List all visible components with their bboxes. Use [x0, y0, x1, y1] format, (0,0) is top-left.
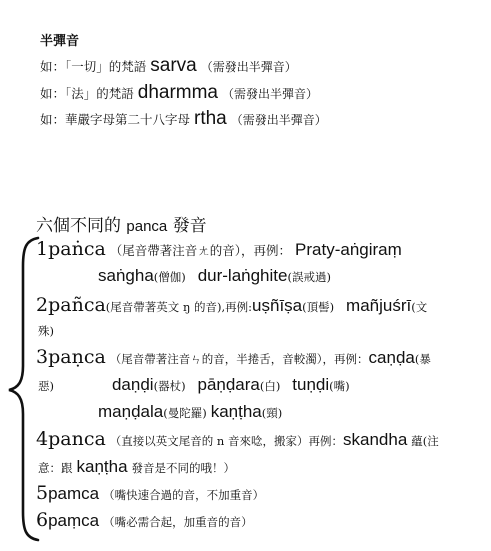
row-example: mañjuśrī [346, 296, 412, 315]
example-prefix: 如：「一切」的梵語 [40, 59, 147, 74]
example-line [40, 55, 297, 77]
pronunciation-row-3-cont2 [98, 402, 282, 422]
row-term: pañca [48, 294, 106, 316]
row-desc: （嘴必需合起，加重音的音） [103, 515, 253, 529]
pronunciation-row-6 [36, 509, 253, 531]
row-term: paṅca [48, 238, 106, 260]
row-gloss: (僧伽) [153, 270, 186, 284]
pronunciation-row-2 [36, 294, 427, 316]
pronunciation-row-1-cont [98, 266, 331, 286]
row-example: daṇḍi [111, 375, 154, 394]
row-example: pāṇḍara [197, 375, 260, 394]
row-desc: （尾音帶著注音ㄤ的音），再例： [109, 243, 292, 258]
row-number: 1 [36, 238, 49, 260]
pronunciation-row-4-cont [38, 457, 235, 477]
row-number: 2 [36, 294, 49, 316]
row-note-post: 發音是不同的哦！） [131, 461, 236, 475]
example-line [40, 108, 327, 130]
left-brace-icon [6, 236, 40, 542]
row-term: paṃca [48, 511, 100, 530]
row-desc: (尾音帶著英文 ŋ 的音),再例: [105, 300, 253, 314]
row-gloss: 殊) [38, 324, 54, 338]
example-line [40, 82, 318, 104]
example-term: dharmma [137, 82, 218, 103]
row-example: dur-laṅghite [197, 266, 288, 285]
row-gloss: (文 [411, 300, 428, 314]
pronunciation-row-2-cont [38, 323, 54, 339]
pronunciation-row-4 [36, 428, 439, 450]
row-desc: （直接以英文尾音的 n 音來唸，搬家）再例： [109, 434, 343, 448]
row-term: panca [48, 428, 106, 450]
heading-latin: panca [126, 218, 168, 235]
row-gloss: (曼陀羅) [163, 406, 207, 420]
row-example: saṅgha [98, 266, 154, 285]
example-note: （需發出半彈音） [230, 113, 327, 127]
row-example: kaṇṭha [210, 402, 262, 421]
row-number: 6 [36, 509, 49, 531]
row-example: maṇḍala [98, 402, 164, 421]
pronunciation-row-3 [36, 346, 431, 368]
example-prefix: 如：華嚴字母第二十八字母 [40, 112, 191, 127]
heading-pre: 六個不同的 [36, 216, 121, 236]
row-gloss: (頂髻) [302, 300, 335, 314]
row-number: 5 [36, 482, 49, 504]
row-example: Praty-aṅgiraṃ [295, 240, 402, 259]
row-term: pamca [48, 484, 100, 503]
row-gloss: (頸) [261, 406, 283, 420]
row-gloss: (白) [259, 379, 281, 393]
row-example: tuṇḍi [292, 375, 330, 394]
example-term: rtha [194, 108, 227, 129]
row-gloss: (嘴) [329, 379, 350, 393]
pronunciation-row-5 [36, 482, 264, 504]
example-term: sarva [150, 55, 197, 76]
heading-post: 發音 [172, 216, 207, 236]
row-number: 3 [36, 346, 49, 368]
row-gloss: 惡) [38, 379, 54, 393]
row-gloss: (器杖) [153, 379, 186, 393]
row-gloss: (誤戒過) [287, 270, 331, 284]
row-gloss: (暴 [414, 352, 431, 366]
example-prefix: 如：「法」的梵語 [40, 86, 134, 101]
section-title: 半彈音 [40, 34, 80, 49]
row-example: skandha [343, 430, 408, 449]
example-note: （需發出半彈音） [200, 60, 297, 74]
pronunciation-row-1 [36, 238, 402, 260]
pronunciation-row-3-cont [38, 375, 350, 395]
row-desc: （尾音帶著注音ㄣ的音，半捲舌，音較濁），再例： [109, 352, 369, 366]
example-note: （需發出半彈音） [221, 87, 318, 101]
row-note-pre: 意：跟 [38, 461, 73, 475]
row-note-term: kaṇṭha [76, 457, 128, 476]
row-gloss: 蘊(注 [411, 434, 439, 448]
row-term: paṇca [48, 346, 106, 368]
row-number: 4 [36, 428, 49, 450]
row-example: uṣñīṣa [252, 296, 303, 315]
row-example: caṇḍa [368, 348, 415, 367]
row-desc: （嘴快速合過的音，不加重音） [103, 488, 265, 502]
heading [36, 211, 207, 236]
